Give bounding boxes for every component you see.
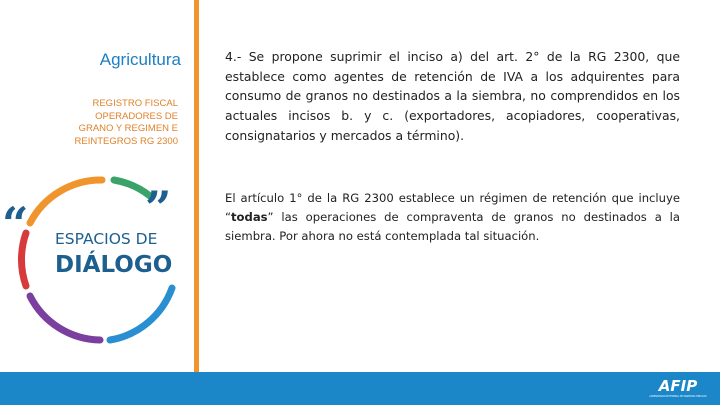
proposal-paragraph: 4.- Se propone suprimir el inciso a) del art. 2° de la RG 2300, que establece como agentes de retención de IVA a los adquirentes para consumo de granos no destinados a la siembra, no comprendidos en los actuales incisos b. y c. (exportadores, acopiadores, cooperativas, consignatarios y mercados a término). (225, 49, 680, 143)
explanation-text-start: El artículo 1° de la RG 2300 establece un régimen de retención que incluye “ (225, 191, 680, 225)
espacios-de-dialogo-logo (0, 168, 195, 353)
afip-brand-sub: ADMINISTRACIÓN FEDERAL DE INGRESOS PÚBLICOS (649, 395, 707, 398)
section-title: Agricultura (99, 50, 181, 69)
quote-open-glyph: “ (2, 197, 29, 251)
explanation-text-end: ” las operaciones de compraventa de granos no destinados a la siembra. Por ahora no está contemplada tal situación. (225, 210, 680, 244)
section-subtitle: REGISTRO FISCAL OPERADORES DE GRANO Y REGIMEN E REINTEGROS RG 2300 (74, 98, 178, 147)
afip-logo (646, 376, 710, 398)
logo-ring-blue (110, 288, 172, 340)
explanation-emphasis: todas (231, 210, 268, 225)
logo-ring-purple (30, 296, 100, 340)
afip-brand-text: AFIP (658, 377, 698, 395)
logo-ring-orange (30, 180, 102, 223)
footer-bar (0, 372, 720, 405)
logo-line1: ESPACIOS DE (55, 230, 158, 248)
quote-close-glyph: ” (145, 181, 172, 235)
logo-line2: DIÁLOGO (55, 252, 173, 278)
vertical-divider (194, 0, 199, 372)
explanation-paragraph (225, 189, 680, 247)
